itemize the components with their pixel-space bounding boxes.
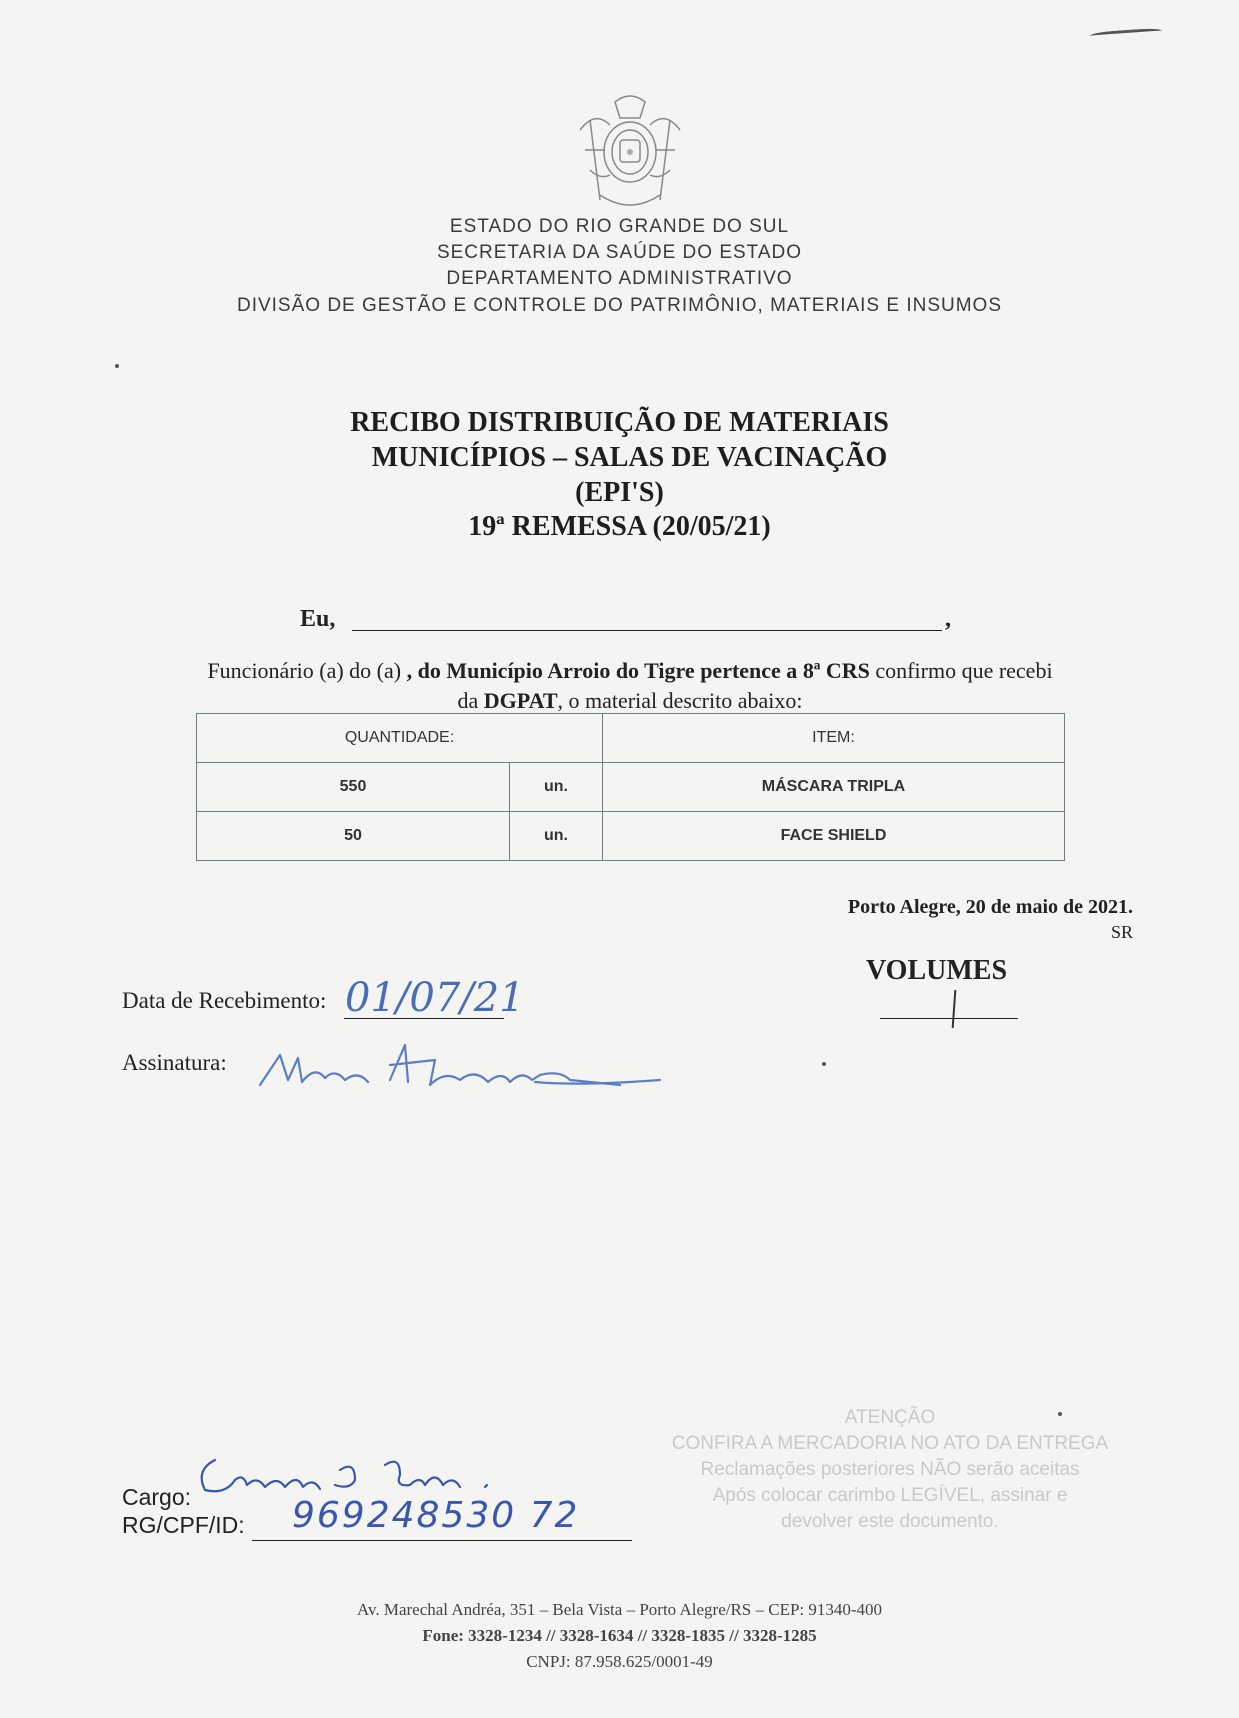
table-row	[197, 763, 1065, 812]
receipt-date-value[interactable]: 01/07/21	[345, 975, 525, 1021]
place-date: Porto Alegre, 20 de maio de 2021.	[847, 896, 1133, 918]
eu-label: Eu,	[300, 606, 336, 632]
receipt-date-line	[344, 1018, 504, 1019]
unit-cell: un.	[510, 812, 603, 861]
scan-speck	[822, 1062, 826, 1066]
qty-cell: 550	[197, 763, 510, 812]
receipt-date-label: Data de Recebimento:	[122, 988, 327, 1013]
volumes-line[interactable]	[880, 1018, 1018, 1019]
statement-municipality: , do Município Arroio do Tigre	[406, 658, 695, 683]
statement-dgpat: DGPAT	[483, 688, 558, 713]
eu-comma: ,	[945, 606, 951, 632]
unit-cell: un.	[510, 763, 603, 812]
volumes-handwritten-mark	[952, 990, 957, 1028]
title-line-1: RECIBO DISTRIBUIÇÃO DE MATERIAIS	[350, 407, 889, 438]
statement	[130, 656, 1130, 716]
notice-line-2: CONFIRA A MERCADORIA NO ATO DA ENTREGA	[671, 1433, 1109, 1454]
statement-part-1: Funcionário (a) do (a)	[207, 658, 402, 683]
footer-phones: Fone: 3328-1234 // 3328-1634 // 3328-1835 // 3328-1285	[422, 1626, 817, 1645]
statement-part-8: , o material descrito abaixo:	[557, 688, 803, 713]
header-state: ESTADO DO RIO GRANDE DO SUL	[449, 216, 790, 237]
notice-line-1: ATENÇÃO	[844, 1407, 936, 1428]
table-header-row	[197, 714, 1065, 763]
header-division: DIVISÃO DE GESTÃO E CONTROLE DO PATRIMÔNIO, MATERIAIS E INSUMOS	[236, 295, 1003, 316]
notice-line-4: Após colocar carimbo LEGÍVEL, assinar e	[712, 1485, 1068, 1506]
cargo-label: Cargo:	[122, 1484, 192, 1510]
materials-table	[196, 713, 1065, 861]
footer-cnpj: CNPJ: 87.958.625/0001-49	[526, 1652, 713, 1671]
signature-label: Assinatura:	[122, 1050, 227, 1075]
statement-part-5: confirmo que recebi	[875, 658, 1053, 683]
item-cell: FACE SHIELD	[603, 812, 1065, 861]
notice-stamp	[655, 1405, 1125, 1535]
header-secretariat: SECRETARIA DA SAÚDE DO ESTADO	[436, 242, 803, 263]
rg-cpf-id-label: RG/CPF/ID:	[122, 1512, 245, 1538]
title-line-4: 19ª REMESSA (20/05/21)	[468, 511, 771, 542]
scan-mark	[1090, 27, 1162, 40]
statement-part-3: pertence a	[700, 658, 798, 683]
coat-of-arms-icon	[560, 90, 700, 220]
footer-address: Av. Marechal Andréa, 351 – Bela Vista – Porto Alegre/RS – CEP: 91340-400	[356, 1600, 883, 1619]
statement-crs: 8ª CRS	[802, 658, 870, 683]
volumes-label: VOLUMES	[866, 955, 1008, 986]
initials: SR	[1110, 922, 1133, 942]
title-line-3: (EPI'S)	[575, 477, 664, 508]
statement-part-6: da	[457, 688, 479, 713]
title-line-2: MUNICÍPIOS – SALAS DE VACINAÇÃO	[371, 442, 888, 473]
rg-line	[252, 1540, 632, 1541]
item-cell: MÁSCARA TRIPLA	[603, 763, 1065, 812]
quantity-header: QUANTIDADE:	[197, 714, 603, 763]
scan-speck	[115, 364, 119, 368]
notice-line-5: devolver este documento.	[781, 1511, 999, 1532]
signature-icon[interactable]	[240, 1030, 680, 1100]
notice-line-3: Reclamações posteriores NÃO serão aceitas	[700, 1459, 1080, 1480]
qty-cell: 50	[197, 812, 510, 861]
rg-cpf-id-value[interactable]: 969248530 72	[292, 1495, 580, 1536]
header-department: DEPARTAMENTO ADMINISTRATIVO	[446, 268, 793, 289]
table-row	[197, 812, 1065, 861]
item-header: ITEM:	[603, 714, 1065, 763]
name-blank-line[interactable]	[352, 630, 942, 631]
